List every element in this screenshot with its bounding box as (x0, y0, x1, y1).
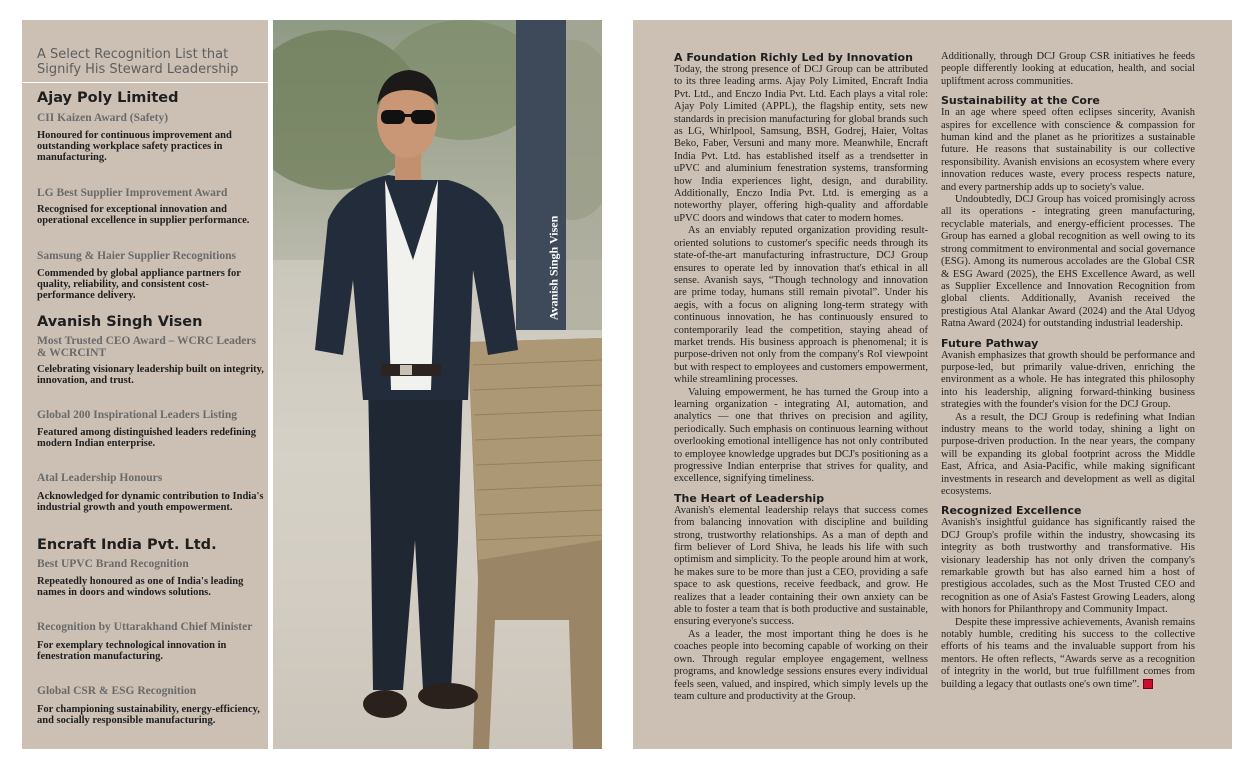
section-heading: Sustainability at the Core (941, 94, 1100, 108)
award-title: Samsung & Haier Supplier Recognitions (37, 250, 236, 262)
end-of-article-icon (1143, 679, 1153, 689)
company-name: Ajay Poly Limited (37, 90, 179, 106)
award-description: Honoured for continuous improvement and outstanding workplace safety practices in manufacturing. (37, 130, 232, 164)
award-description: Repeatedly honoured as one of India's leading names in doors and windows solutions. (37, 576, 244, 599)
article-paragraph-text: Despite these impressive achievements, Avanish remains notably humble, crediting his success to the collective efforts of his teams and the invaluable support from his mentors. He often reflects, “Awards serve as a recognition of integrity in the world, but true fulfillment comes from building a legacy that outlasts one's own time”. (941, 616, 1195, 690)
article-column-right (941, 51, 1195, 691)
award-description: Commended by global appliance partners for quality, reliability, and consistent cost-performance delivery. (37, 268, 241, 302)
article-paragraph: Avanish emphasizes that growth should be performance and purpose-led, but primarily value-driven, enriching the environment as a whole. He has integrated this philosophy into his leadership, aligning forward-thinking business strategies with the founder's vision for the DCJ Group. (941, 349, 1195, 411)
panel-heading-line-2: Signify His Steward Leadership (37, 62, 239, 77)
award-description: Recognised for exceptional innovation and operational excellence in supplier performance. (37, 204, 250, 227)
section-heading: The Heart of Leadership (674, 491, 825, 505)
recognition-panel (22, 20, 268, 749)
award-description: Celebrating visionary leadership built on integrity, innovation, and trust. (37, 364, 264, 387)
article-panel (633, 20, 1232, 749)
award-title: Most Trusted CEO Award – WCRC Leaders & WCRCINT (37, 335, 256, 359)
article-paragraph: As an enviably reputed organization providing result-oriented solutions to customer's specific needs through its state-of-the-art manufacturing infrastructure, DCJ Group ensures to operate led by innovation that's ethical in all sense. Avanish says, “Though technology and innovation are prime today, humans still remain pivotal”. Under his aegis, with a focus on aligning long-term strategy with continuous innovation, he has continuously ensured to contemporarily lead the competition, staying ahead of market trends. His business approach is phenomenal; it is purpose-driven not only from the company's RoI viewpoint but with respect to employees and customers empowerment, while streamlining processes. (674, 225, 928, 386)
leader-name: Avanish Singh Visen (37, 314, 203, 330)
award-title: LG Best Supplier Improvement Award (37, 187, 228, 199)
photo-caption-text: Avanish Singh Visen (546, 215, 561, 320)
section-heading: A Foundation Richly Led by Innovation (674, 51, 913, 64)
article-paragraph: Additionally, through DCJ Group CSR initiatives he feeds people differently looking at education, health, and social upliftment across communities. (941, 51, 1195, 87)
section-heading: Future Pathway (941, 336, 1039, 350)
section-heading: Recognized Excellence (941, 504, 1082, 518)
article-paragraph: As a leader, the most important thing he does is he coaches people into becoming capable of working on their own. Through regular employee engagement, wellness programs, and knowledge sessions ensures every individual feels seen, valued, and inspired, which simply levels up the team culture and productivity at the Group. (674, 628, 928, 702)
article-paragraph: Today, the strong presence of DCJ Group can be attributed to its three leading arms. Ajay Poly Limited, Encraft India Pvt. Ltd., and Enczo India Pvt. Ltd. Each plays a vital role: Ajay Poly Limited (APPL), the flagship entity, sets new standards in precision manufacturing for global brands such as LG, Whirlpool, Samsung, BSH, Godrej, Haier, Voltas Beko, Faber, Versuni and many more. Meanwhile, Encraft India Pvt. Ltd. has established itself as a trendsetter in uPVC and aluminium fenestration systems, transforming how India experiences light, design, and durability. Additionally, Enczo India Pvt. Ltd. is emerging as a noteworthy player, offering high-quality and affordable uPVC doors and windows that cater to modern homes. (674, 64, 928, 224)
award-description: For exemplary technological innovation in fenestration manufacturing. (37, 640, 227, 663)
award-title: Global 200 Inspirational Leaders Listing (37, 409, 238, 421)
panel-heading-line-1: A Select Recognition List that (37, 47, 229, 62)
award-title: Best UPVC Brand Recognition (37, 558, 189, 570)
award-title: CII Kaizen Award (Safety) (37, 112, 169, 124)
company-name: Encraft India Pvt. Ltd. (37, 537, 217, 553)
award-title: Recognition by Uttarakhand Chief Minister (37, 621, 253, 633)
article-paragraph: Undoubtedly, DCJ Group has voiced promisingly across all its operations - integrating green manufacturing, recyclable materials, and energy-efficient processes. The Group has earned a global recognition as well owing to its strong commitment to environmental and social governance (ESG). Among its numerous accolades are the Global CSR & ESG Award (2025), the EHS Excellence Award, as well as Supplier Excellence and Innovation Recognition from global clients. Additionally, Avanish received the prestigious Atal Alankar Award (2024) and the Atal Udyog Ratna Award (2024) for outstanding industrial leadership. (941, 194, 1195, 330)
article-paragraph: Valuing empowerment, he has turned the Group into a learning organization - integrating AI, automation, and analytics — one that thrives on precision and agility, periodically. Such emphasis on continuous learning without overlooking emotional intelligence has not only contributed to employee knowledge upgrades but DCJ's positioning as a progressive Indian enterprise that strives for quality, and excellence, signifying timeliness. (674, 386, 928, 485)
article-paragraph: Avanish's insightful guidance has significantly raised the DCJ Group's profile within the industry, showcasing its integrity as both trustworthy and transformative. His visionary leadership has not only driven the company's remarkable growth but has also earned him a host of prestigious accolades, such as the Most Trusted CEO and recognition as one of Asia's Fastest Growing Leaders, along with honors for Philanthropy and Community Impact. (941, 517, 1195, 616)
award-description: For championing sustainability, energy-efficiency, and socially responsible manufacturing. (37, 704, 260, 727)
portrait-photo (273, 20, 602, 749)
award-description: Acknowledged for dynamic contribution to India's industrial growth and youth empowerment. (37, 491, 264, 514)
portrait-illustration (273, 20, 602, 749)
article-closing-paragraph (941, 617, 1195, 691)
article-paragraph: Avanish's elemental leadership relays that success comes from balancing innovation with discipline and building strong, trustworthy relationships. As a man of depth and firm believer of Lord Shiva, he leads his life with such optimism and simplicity. To the people around him at work, he makes sure to be more than just a CEO, providing a safe space to ask questions, receive feedback, and grow. He realizes that a leader containing their own anxiety can be able to foster a team that is both productive and sustainable, ensuring everyone's success. (674, 504, 928, 628)
article-column-left (674, 51, 928, 703)
award-title: Global CSR & ESG Recognition (37, 685, 197, 697)
photo-caption (541, 205, 567, 330)
award-title: Atal Leadership Honours (37, 472, 163, 484)
article-paragraph: In an age where speed often eclipses sincerity, Avanish aspires for excellence with conscience & compassion for human kind and the planet as he prioritizes a sustainable future. He reasons that sustainability is our collective responsibility. Avanish envisions an ecosystem where every innovation reduces waste, every process respects nature, and every partnership adds up to society's value. (941, 107, 1195, 193)
award-description: Featured among distinguished leaders redefining modern Indian enterprise. (37, 427, 256, 450)
panel-divider (22, 82, 268, 83)
panel-heading (37, 47, 262, 77)
article-paragraph: As a result, the DCJ Group is redefining what Indian industry means to the world today, shining a light on purpose-driven production. In the near years, the company will be expanding its global footprint across the Middle East, Africa, and Asia-Pacific, while making significant investments in research and development as well as digital ecosystems. (941, 411, 1195, 497)
